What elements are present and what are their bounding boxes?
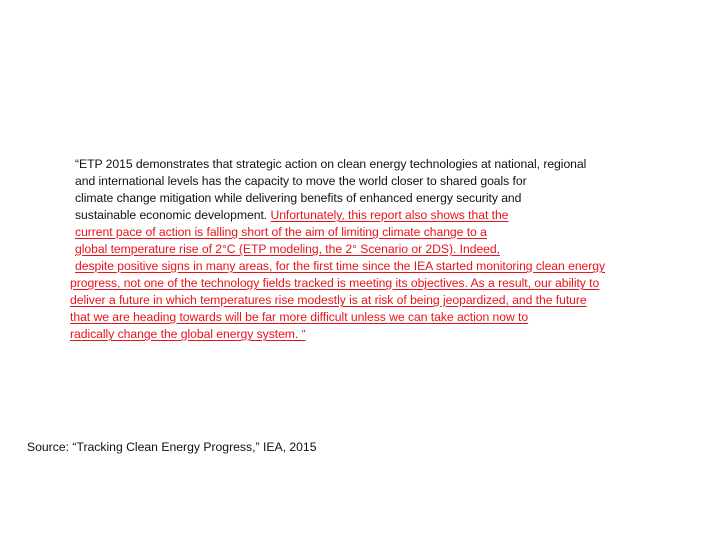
quote-line-2	[70, 173, 710, 190]
quote-line-8	[70, 275, 710, 292]
highlighted-quote-text: Unfortunately, this report also shows that the	[270, 208, 509, 222]
quote-line-7	[70, 258, 710, 275]
highlighted-quote-text: deliver a future in which temperatures rise modestly is at risk of being jeopardized, and the future	[70, 293, 587, 307]
quote-line-11	[70, 326, 710, 343]
quote-line-5	[70, 224, 710, 241]
quote-text: and international levels has the capacity to move the world closer to shared goals for	[75, 174, 527, 188]
highlighted-quote-text: global temperature rise of 2°C (ETP modeling, the 2° Scenario or 2DS). Indeed,	[75, 242, 500, 256]
quote-line-1	[70, 156, 710, 173]
quote-text: “ETP 2015 demonstrates that strategic action on clean energy technologies at national, regional	[75, 157, 587, 171]
quote-text: sustainable economic development.	[75, 208, 271, 222]
quote-block	[70, 156, 710, 343]
quote-text: climate change mitigation while delivering benefits of enhanced energy security and	[75, 191, 522, 205]
highlighted-quote-text: current pace of action is falling short of the aim of limiting climate change to a	[75, 225, 487, 239]
highlighted-quote-text: that we are heading towards will be far more difficult unless we can take action now to	[70, 310, 529, 324]
quote-line-6	[70, 241, 710, 258]
highlighted-quote-text: despite positive signs in many areas, for the first time since the IEA started monitoring clean energy	[75, 259, 606, 273]
quote-line-9	[70, 292, 710, 309]
highlighted-quote-text: radically change the global energy system. “	[70, 327, 306, 341]
source-citation: Source: “Tracking Clean Energy Progress,” IEA, 2015	[27, 440, 317, 454]
quote-line-4	[70, 207, 710, 224]
highlighted-quote-text: progress, not one of the technology fields tracked is meeting its objectives. As a result, our ability to	[70, 276, 600, 290]
quote-line-3	[70, 190, 710, 207]
quote-line-10	[70, 309, 710, 326]
